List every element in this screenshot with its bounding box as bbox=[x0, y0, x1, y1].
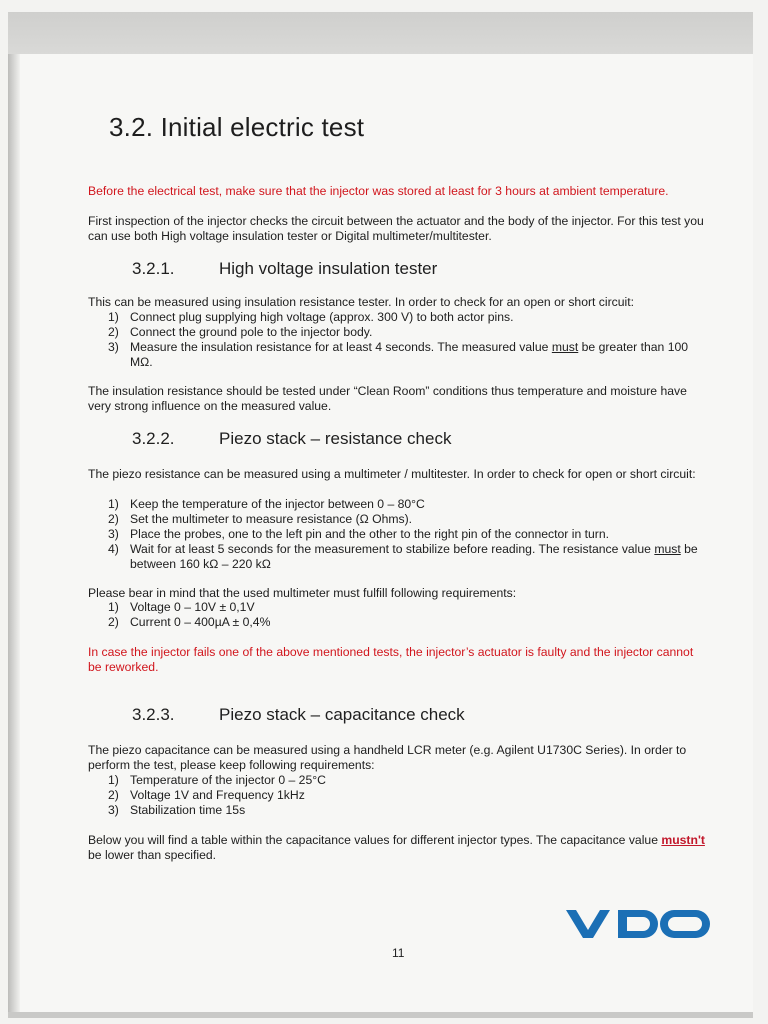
section-heading-321 bbox=[132, 259, 437, 279]
closing-paragraph: Below you will find a table within the capacitance values for different injector types. The capacitance value mustn't be lower than specified. bbox=[88, 833, 705, 862]
section-lead: This can be measured using insulation resistance tester. In order to check for an open or short circuit: bbox=[88, 295, 635, 309]
page-binding-shadow bbox=[8, 54, 20, 1016]
numbered-list bbox=[108, 773, 708, 818]
page-bottom-edge bbox=[8, 1012, 753, 1018]
list-item: 3) Stabilization time 15s bbox=[108, 803, 246, 817]
requirements-lead: Please bear in mind that the used multimeter must fulfill following requirements: bbox=[88, 586, 517, 600]
list-item: 1) Voltage 0 – 10V ± 0,1V bbox=[108, 600, 255, 614]
intro-warning: Before the electrical test, make sure that the injector was stored at least for 3 hours at ambient temperature. bbox=[88, 184, 669, 198]
section-lead: The piezo resistance can be measured using a multimeter / multitester. In order to check for open or short circuit: bbox=[88, 467, 696, 481]
requirements-list bbox=[108, 600, 708, 630]
list-item: 1) Keep the temperature of the injector between 0 – 80°C bbox=[108, 497, 425, 511]
vdo-logo bbox=[566, 906, 714, 940]
list-item: 2) Voltage 1V and Frequency 1kHz bbox=[108, 788, 305, 802]
section-heading-322: 3.2.2. Piezo stack – resistance check bbox=[132, 429, 452, 448]
page-title: 3.2. Initial electric test bbox=[109, 112, 365, 142]
section-heading-323: 3.2.3. Piezo stack – capacitance check bbox=[132, 705, 465, 724]
intro-paragraph: First inspection of the injector checks the circuit between the actuator and the body of the injector. For this test you can use both High voltage insulation tester or Digital multimeter/multitester. bbox=[88, 214, 704, 243]
section-lead: The piezo capacitance can be measured using a handheld LCR meter (e.g. Agilent U1730C Series). In order to perform the test, please keep following requirements: bbox=[88, 743, 687, 772]
list-item: 2) Connect the ground pole to the injector body. bbox=[108, 325, 373, 339]
section-note: The insulation resistance should be tested under “Clean Room” conditions thus temperature and moisture have very strong influence on the measured value. bbox=[88, 384, 687, 413]
page-number: 11 bbox=[392, 946, 405, 960]
section-title: High voltage insulation tester bbox=[219, 259, 438, 278]
section-number: 3.2.1. bbox=[132, 259, 175, 278]
emphasis-mustnt: mustn't bbox=[661, 833, 705, 847]
numbered-list bbox=[108, 497, 708, 572]
list-item: 1) Temperature of the injector 0 – 25°C bbox=[108, 773, 326, 787]
list-item: 2) Current 0 – 400µA ± 0,4% bbox=[108, 615, 271, 629]
list-item: 1) Connect plug supplying high voltage (approx. 300 V) to both actor pins. bbox=[108, 310, 514, 324]
emphasis-must: must bbox=[551, 340, 579, 354]
list-item: 3) Place the probes, one to the left pin and the other to the right pin of the connector in turn. bbox=[108, 527, 610, 541]
list-item: 4) Wait for at least 5 seconds for the measurement to stabilize before reading. The resistance value must be between 160 kΩ – 220 kΩ bbox=[108, 542, 698, 571]
emphasis-must: must bbox=[654, 542, 681, 556]
list-item: 2) Set the multimeter to measure resistance (Ω Ohms). bbox=[108, 512, 413, 526]
list-item: 3) Measure the insulation resistance for at least 4 seconds. The measured value must be greater than 100 MΩ. bbox=[108, 340, 689, 369]
failure-warning: In case the injector fails one of the above mentioned tests, the injector’s actuator is faulty and the injector cannot be reworked. bbox=[88, 645, 694, 674]
numbered-list bbox=[108, 310, 708, 370]
scan-top-edge bbox=[8, 12, 753, 54]
